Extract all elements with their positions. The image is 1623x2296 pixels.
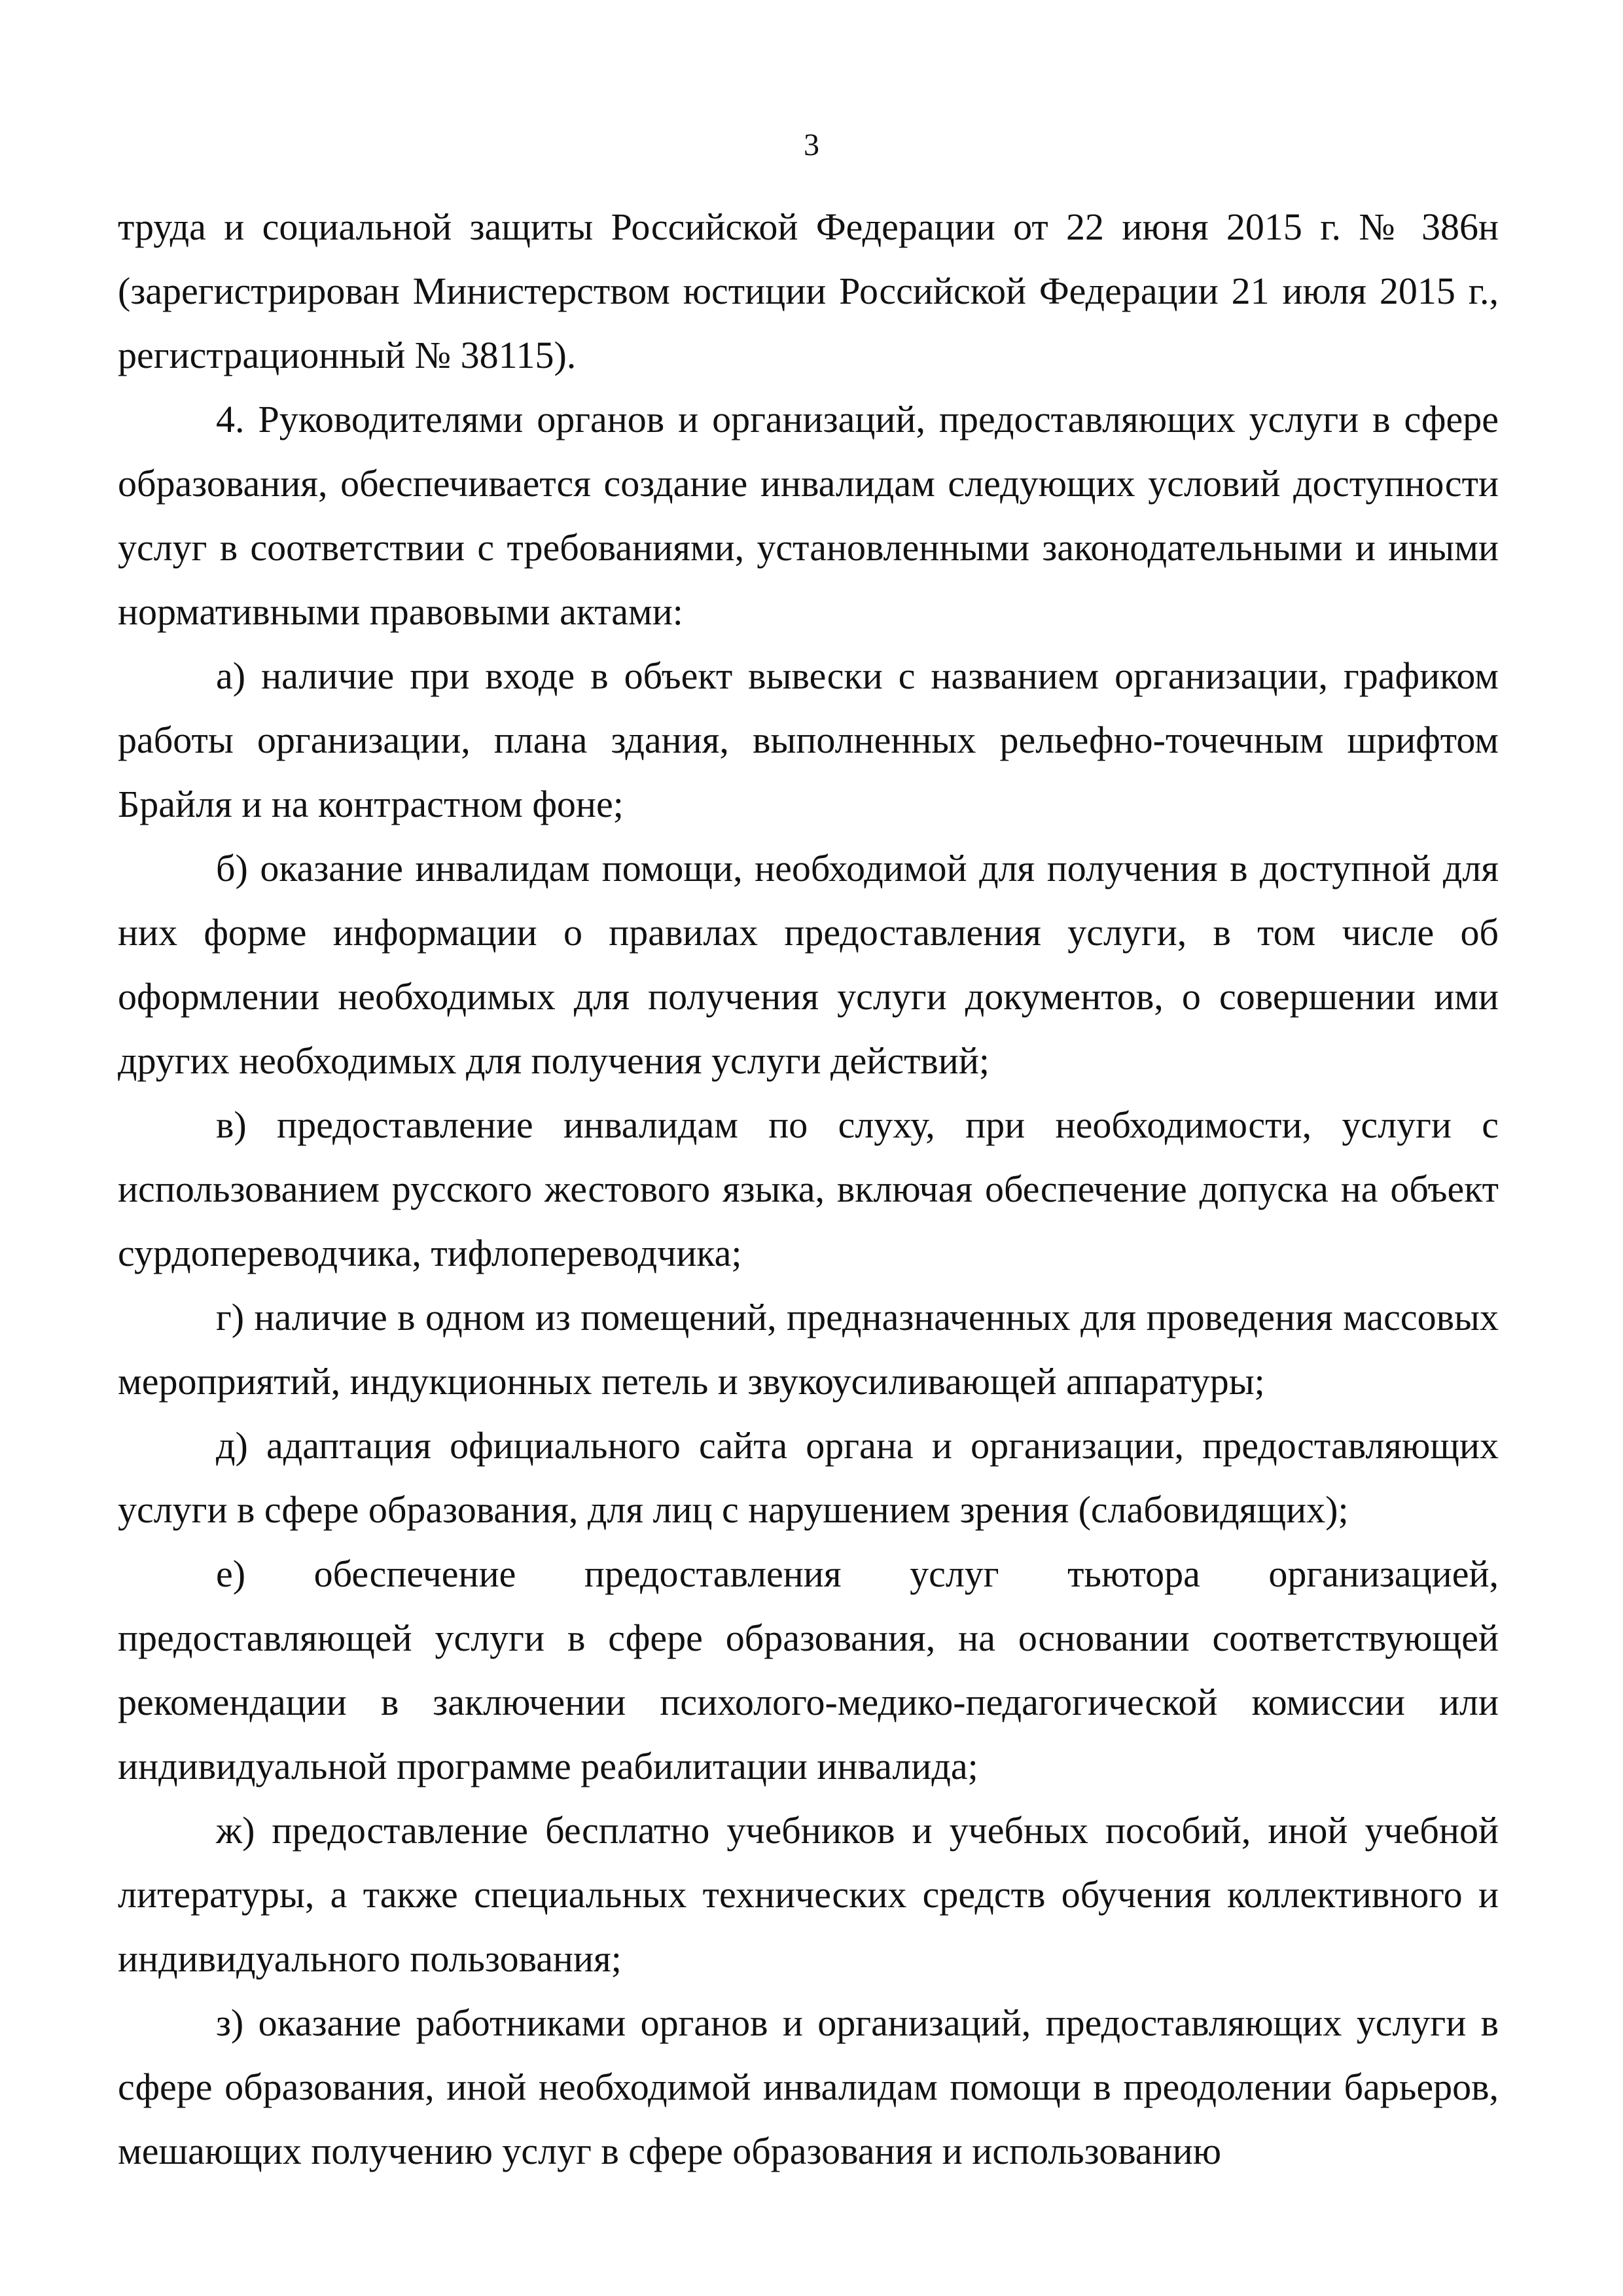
paragraph-item-a: а) наличие при входе в объект вывески с названием организации, графиком работы организации, плана здания, выполненных рельефно-точечным шрифтом Брайля и на контрастном фоне;	[118, 655, 1499, 825]
paragraph-item-e: е) обеспечение предоставления услуг тьютора организацией, предоставляющей услуги в сфере образования, на основании соответствующей рекомендации в заключении психолого-медико-педагогической комиссии или индивидуальной программе реабилитации инвалида;	[118, 1552, 1499, 1787]
paragraph-continuation: труда и социальной защиты Российской Федерации от 22 июня 2015 г. № 386н (зарегистрирован Министерством юстиции Российской Федерации 21 июля 2015 г., регистрационный № 38115).	[118, 206, 1499, 376]
document-body	[118, 195, 1499, 2183]
page-number: 3	[804, 128, 819, 162]
paragraph-item-g: г) наличие в одном из помещений, предназначенных для проведения массовых мероприятий, индукционных петель и звукоусиливающей аппаратуры;	[118, 1296, 1499, 1403]
paragraph-item-z: з) оказание работниками органов и организаций, предоставляющих услуги в сфере образования, иной необходимой инвалидам помощи в преодолении барьеров, мешающих получению услуг в сфере образования и использованию	[118, 2001, 1499, 2172]
paragraph-item-zh: ж) предоставление бесплатно учебников и учебных пособий, иной учебной литературы, а также специальных технических средств обучения коллективного и индивидуального пользования;	[118, 1809, 1499, 1980]
paragraph-item-d: д) адаптация официального сайта органа и организации, предоставляющих услуги в сфере образования, для лиц с нарушением зрения (слабовидящих);	[118, 1424, 1499, 1531]
paragraph-item-4: 4. Руководителями органов и организаций, предоставляющих услуги в сфере образования, обеспечивается создание инвалидам следующих условий доступности услуг в соответствии с требованиями, установленными законодательными и иными нормативными правовыми актами:	[118, 398, 1499, 633]
paragraph-item-b: б) оказание инвалидам помощи, необходимой для получения в доступной для них форме информации о правилах предоставления услуги, в том числе об оформлении необходимых для получения услуги документов, о совершении ими других необходимых для получения услуги действий;	[118, 847, 1499, 1082]
paragraph-item-v: в) предоставление инвалидам по слуху, при необходимости, услуги с использованием русского жестового языка, включая обеспечение допуска на объект сурдопереводчика, тифлопереводчика;	[118, 1103, 1499, 1274]
